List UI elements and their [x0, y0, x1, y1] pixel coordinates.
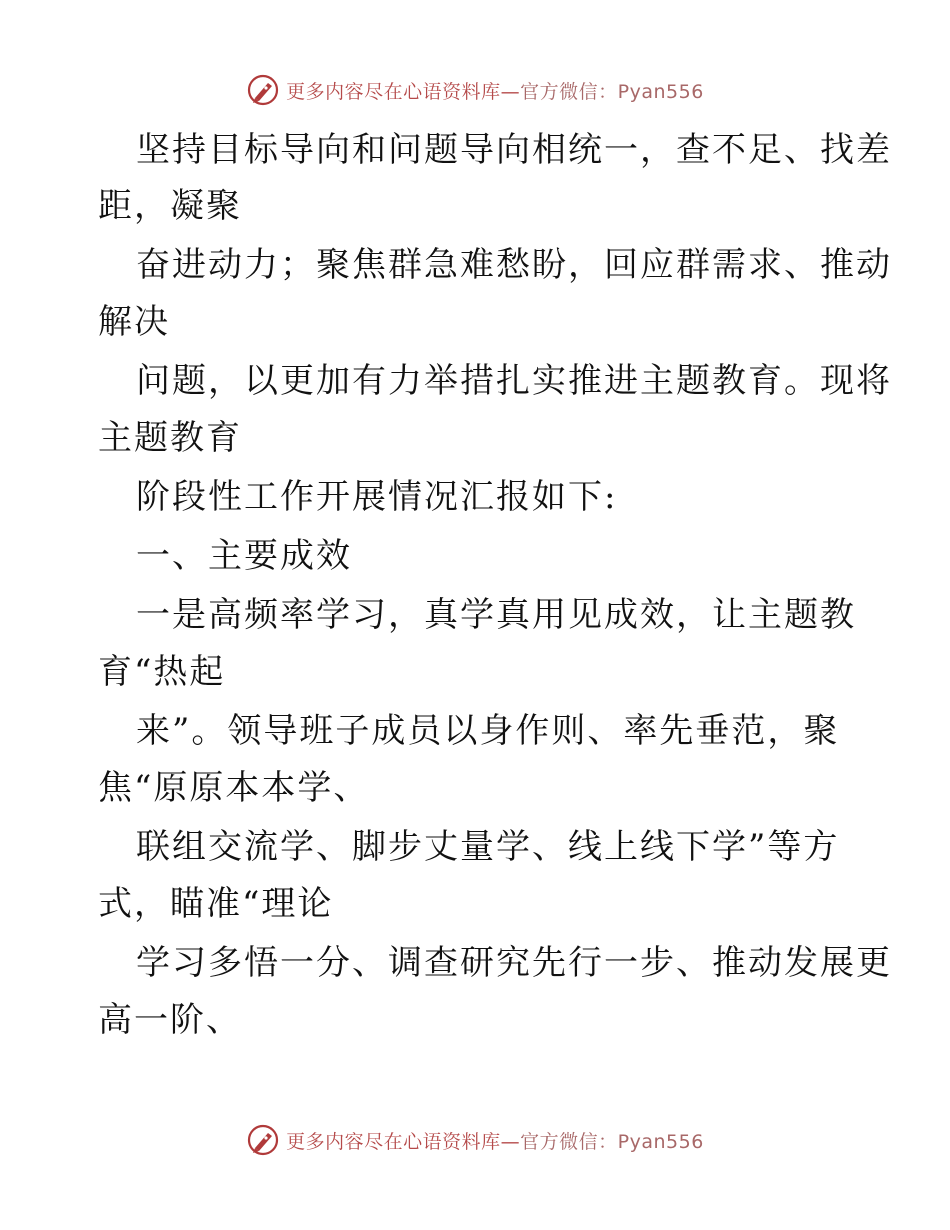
header-banner-main: 更多内容尽在心语资料库 [286, 80, 501, 103]
paragraph-line: 距，凝聚 [98, 186, 242, 226]
pen-logo-icon [246, 73, 280, 107]
paragraph-line: 奋进动力；聚焦群急难愁盼，回应群需求、推动 [136, 245, 892, 285]
paragraph-line: 阶段性工作开展情况汇报如下: [136, 477, 618, 517]
footer-banner-wechat: 官方微信：Pyan556 [520, 1130, 704, 1153]
footer-banner-separator: — [500, 1130, 521, 1153]
paragraph-line: 学习多悟一分、调查研究先行一步、推动发展更 [136, 943, 892, 983]
paragraph-line: 问题，以更加有力举措扎实推进主题教育。现将 [136, 361, 892, 401]
paragraph-line: 高一阶、 [98, 1000, 242, 1040]
paragraph-line: 焦“原原本本学、 [98, 768, 370, 808]
paragraph-line: 坚持目标导向和问题导向相统一，查不足、找差 [136, 130, 892, 170]
paragraph-line: 育“热起 [98, 652, 226, 692]
footer-banner-text [286, 1127, 704, 1154]
header-banner-wechat: 官方微信：Pyan556 [520, 80, 704, 103]
header-banner-separator: — [500, 80, 521, 103]
paragraph-line: 一是高频率学习，真学真用见成效，让主题教 [136, 595, 856, 635]
paragraph-line: 解决 [98, 302, 170, 342]
section-heading: 一、主要成效 [136, 536, 352, 576]
paragraph-line: 式，瞄准“理论 [98, 884, 334, 924]
paragraph-line: 来”。领导班子成员以身作则、率先垂范，聚 [136, 711, 840, 751]
header-banner [0, 70, 950, 110]
paragraph-line: 主题教育 [98, 418, 242, 458]
pen-logo-icon [246, 1123, 280, 1157]
paragraph-line: 联组交流学、脚步丈量学、线上线下学”等方 [136, 827, 840, 867]
footer-banner [0, 1120, 950, 1160]
footer-banner-main: 更多内容尽在心语资料库 [286, 1130, 501, 1153]
header-banner-text [286, 77, 704, 104]
